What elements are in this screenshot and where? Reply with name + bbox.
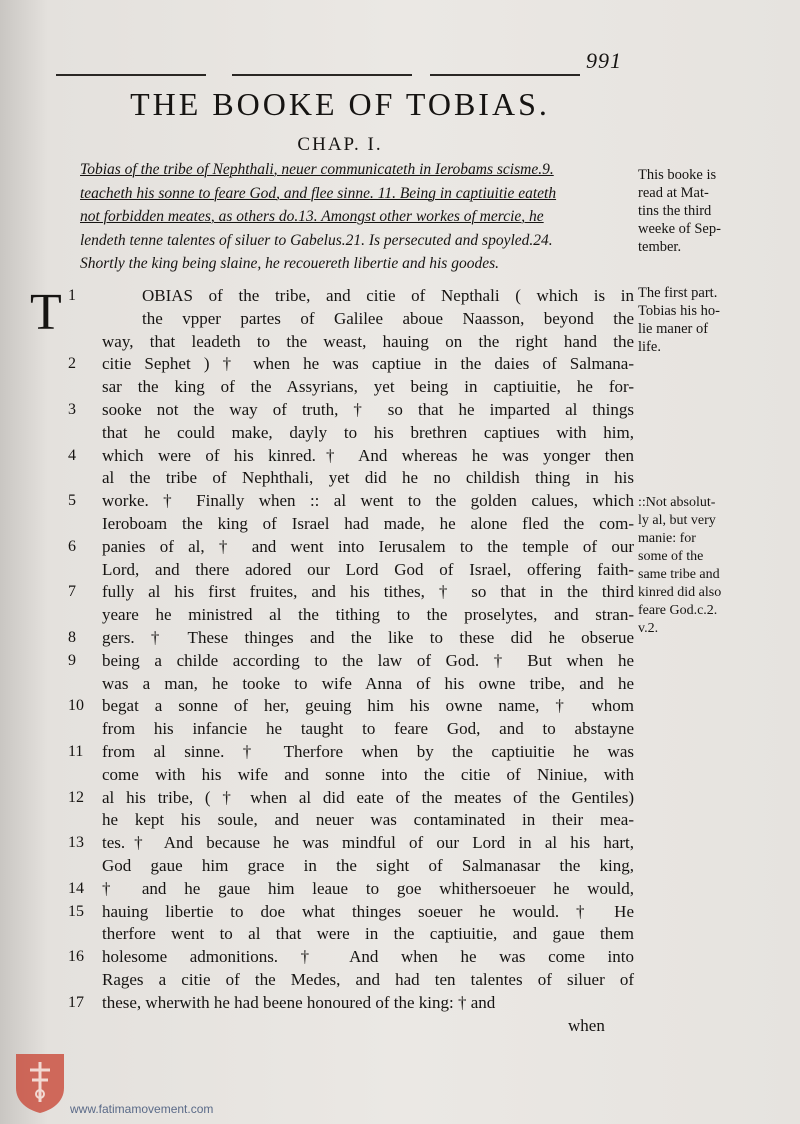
text-line	[68, 627, 634, 650]
verse-number: 5	[68, 492, 76, 510]
line-text: citie Sephet ) † when he was captiue in the daies of Salmana-	[102, 354, 634, 374]
chapter-heading: CHAP. I.	[297, 134, 383, 155]
text-line	[68, 718, 634, 741]
drop-cap: T	[30, 284, 62, 341]
text-line	[68, 787, 634, 810]
summary-line: Shortly the king being slaine, he recouereth libertie and his goodes.	[80, 255, 499, 272]
line-text: he kept his soule, and neuer was contaminated in their mea-	[102, 810, 634, 830]
margin-note-line: feare God.c.2.	[638, 603, 718, 618]
line-text: these, wherwith he had beene honoured of the king: † and	[102, 992, 496, 1012]
verse-number: 14	[68, 879, 84, 897]
line-text: hauing libertie to doe what thinges soeuer he would. † He	[102, 901, 634, 921]
verse-number: 7	[68, 583, 76, 601]
text-line	[68, 764, 634, 787]
text-line	[68, 878, 634, 901]
margin-note-line: tember.	[638, 239, 682, 255]
page-number: 991	[586, 48, 622, 73]
verse-number: 10	[68, 697, 84, 715]
text-line	[68, 285, 634, 308]
line-text: that he could make, dayly to his brethren captiues with him,	[102, 422, 634, 442]
margin-note-line: Tobias his ho-	[638, 303, 720, 319]
text-line	[68, 650, 634, 673]
verse-number: 16	[68, 948, 84, 966]
margin-note-line: life.	[638, 339, 661, 355]
header-rule-left	[56, 74, 206, 76]
line-text: Ieroboam the king of Israel had made, he alone fled the com-	[102, 513, 634, 533]
margin-note-line: ::Not absolut-	[638, 495, 716, 510]
line-text: being a childe according to the law of God. † But when he	[102, 650, 634, 670]
verse-number: 8	[68, 628, 76, 646]
text-line	[68, 832, 634, 855]
line-text: which were of his kinred.† And whereas he was yonger then	[102, 445, 634, 465]
line-text: the vpper partes of Galilee aboue Naasson, beyond the	[142, 308, 634, 328]
text-line	[68, 422, 634, 445]
line-text: sooke not the way of truth, † so that he imparted al things	[102, 399, 634, 419]
text-line	[68, 992, 634, 1015]
margin-note-matins	[638, 166, 788, 256]
line-text: come with his wife and sonne into the citie of Niniue, with	[102, 764, 634, 784]
line-text: therfore went to al that were in the captiuitie, and gaue them	[102, 924, 634, 944]
line-text: sar the king of the Assyrians, yet being in captiuitie, he for-	[102, 377, 634, 397]
verse-number: 17	[68, 993, 84, 1011]
line-text: Lord, and there adored our Lord God of Israel, offering faith-	[102, 559, 634, 579]
margin-note-line: same tribe and	[638, 567, 720, 582]
line-text: was a man, he tooke to wife Anna of his owne tribe, and he	[102, 673, 634, 693]
summary-line: not forbidden meates, as others do.13. Amongst other workes of mercie, he	[80, 208, 544, 225]
verse-number: 2	[68, 355, 76, 373]
line-text: God gaue him grace in the sight of Salmanasar the king,	[102, 855, 634, 875]
text-line	[68, 604, 634, 627]
line-text: al the tribe of Nephthali, yet did he no childish thing in his	[102, 468, 634, 488]
text-line	[68, 969, 634, 992]
line-text: panies of al, † and went into Ierusalem to the temple of our	[102, 536, 634, 556]
margin-note-line: weeke of Sep-	[638, 221, 721, 237]
line-text: tes.† And because he was mindful of our Lord in al his hart,	[102, 833, 634, 853]
verse-number: 15	[68, 902, 84, 920]
line-text: begat a sonne of her, geuing him his owne name, † whom	[102, 696, 634, 716]
margin-note-line: manie: for	[638, 531, 696, 546]
text-line	[68, 809, 634, 832]
margin-note-line: read at Mat-	[638, 185, 709, 201]
text-line	[68, 331, 634, 354]
verse-number: 6	[68, 537, 76, 555]
line-text: al his tribe, ( † when al did eate of the meates of the Gentiles)	[102, 787, 634, 807]
summary-line: teacheth his sonne to feare God, and flee sinne. 11. Being in captiuitie eateth	[80, 184, 557, 202]
verse-number: 13	[68, 834, 84, 852]
line-text: from his infancie he taught to feare God, and to abstayne	[102, 719, 634, 739]
text-line	[68, 445, 634, 468]
verse-number: 12	[68, 788, 84, 806]
line-text: way, that leadeth to the weast, hauing on the right hand the	[102, 331, 634, 351]
line-text: from al sinne. † Therfore when by the captiuitie he was	[102, 741, 634, 761]
text-line	[68, 559, 634, 582]
text-line	[68, 581, 634, 604]
line-text: gers. † These thinges and the like to these did he obserue	[102, 627, 634, 647]
line-text: yeare he ministred al the tithing to the proselytes, and stran-	[102, 605, 634, 625]
margin-note-line: v.2.	[638, 621, 659, 636]
crest-logo-icon	[14, 1052, 66, 1114]
text-line	[68, 923, 634, 946]
book-title: THE BOOKE OF TOBIAS.	[130, 86, 550, 122]
text-line	[68, 855, 634, 878]
summary-line: lendeth tenne talentes of siluer to Gabelus.21. Is persecuted and spoyled.24.	[80, 231, 553, 249]
verse-number: 11	[68, 742, 84, 760]
text-line	[68, 946, 634, 969]
text-line	[68, 695, 634, 718]
line-text: † and he gaue him leaue to goe whithersoeuer he would,	[102, 878, 634, 898]
chapter-summary	[80, 158, 632, 276]
margin-note-line: The first part.	[638, 285, 718, 301]
margin-note-line: ly al, but very	[638, 513, 716, 528]
line-text: OBIAS of the tribe, and citie of Nepthali ( which is in	[142, 286, 634, 305]
text-line	[68, 467, 634, 490]
margin-note-not-absolutely	[638, 494, 788, 638]
header-rule-middle	[232, 74, 412, 76]
footer-url: www.fatimamovement.com	[70, 1102, 214, 1116]
margin-note-line: some of the	[638, 549, 704, 564]
text-line	[68, 1015, 634, 1038]
margin-note-line: tins the third	[638, 203, 712, 219]
header-rule-right	[430, 74, 580, 76]
margin-note-line: kinred did also	[638, 585, 722, 600]
verse-number: 3	[68, 400, 76, 418]
margin-note-line: This booke is	[638, 167, 717, 183]
text-line	[68, 741, 634, 764]
body-text	[68, 285, 634, 1037]
margin-note-first-part	[638, 284, 788, 356]
text-line	[68, 513, 634, 536]
text-line	[68, 308, 634, 331]
text-line	[68, 399, 634, 422]
text-line	[68, 353, 634, 376]
line-text: fully al his first fruites, and his tithes, † so that in the third	[102, 582, 634, 602]
line-text: worke. † Finally when :: al went to the golden calues, which	[102, 491, 634, 511]
line-text: when	[568, 1015, 605, 1035]
text-line	[68, 376, 634, 399]
verse-number: 1	[68, 287, 76, 304]
verse-number: 4	[68, 446, 76, 464]
line-text: holesome admonitions. † And when he was come into	[102, 947, 634, 967]
summary-line: Tobias of the tribe of Nephthali, neuer communicateth in Ierobams scisme.9.	[80, 161, 554, 178]
line-text: Rages a citie of the Medes, and had ten talentes of siluer of	[102, 969, 634, 989]
text-line	[68, 673, 634, 696]
text-line	[68, 490, 634, 513]
verse-number: 9	[68, 651, 76, 669]
margin-note-line: lie maner of	[638, 321, 709, 337]
text-line	[68, 901, 634, 924]
text-line	[68, 536, 634, 559]
